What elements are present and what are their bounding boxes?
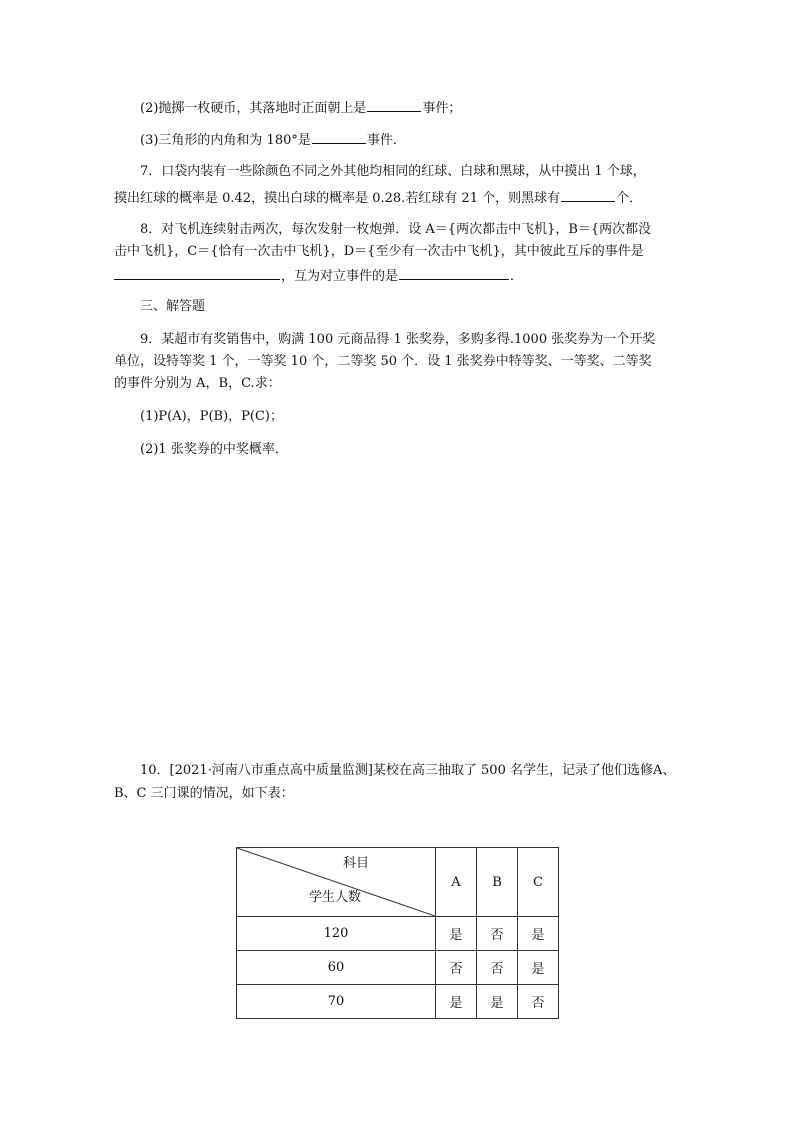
q8-line2: 击中飞机}，C＝{恰有一次击中飞机}，D＝{至少有一次击中飞机}，其中彼此互斥的事件是 xyxy=(114,244,644,259)
q7-line2-suffix: 个． xyxy=(616,191,643,206)
cell-c: 否 xyxy=(518,985,559,1019)
table-row xyxy=(237,917,559,951)
row-count: 70 xyxy=(237,985,436,1019)
q8-line3 xyxy=(114,265,523,286)
col-header-a: A xyxy=(436,848,477,917)
q6-part2 xyxy=(140,97,461,118)
q9-part2: (2)1 张奖券的中奖概率． xyxy=(140,442,288,457)
answer-blank[interactable] xyxy=(561,187,615,202)
cell-b: 是 xyxy=(477,985,518,1019)
q6-part3-text: (3)三角形的内角和为 180°是 xyxy=(140,133,311,148)
q6-part3 xyxy=(140,129,406,150)
q9-line1: 9．某超市有奖销售中，购满 100 元商品得 1 张奖券，多购多得.1000 张奖券为一个开奖 xyxy=(140,332,656,347)
q8-line3-text: ，互为对立事件的是 xyxy=(281,269,399,284)
row-count: 60 xyxy=(237,951,436,985)
answer-blank[interactable] xyxy=(399,265,509,280)
diagonal-header-cell xyxy=(237,848,436,917)
q10-line1: 10．[2021·河南八市重点高中质量监测]某校在高三抽取了 500 名学生，记录了他们选修A、 xyxy=(140,763,676,778)
cell-b: 否 xyxy=(477,917,518,951)
q7-line2-text: 摸出红球的概率是 0.42，摸出白球的概率是 0.28.若红球有 21 个，则黑球有 xyxy=(114,191,561,206)
cell-a: 是 xyxy=(436,917,477,951)
table-row xyxy=(237,951,559,985)
course-table xyxy=(236,847,559,1019)
cell-a: 是 xyxy=(436,985,477,1019)
answer-blank[interactable] xyxy=(312,129,366,144)
q9-line2: 单位，设特等奖 1 个，一等奖 10 个，二等奖 50 个．设 1 张奖券中特等奖、一等奖、二等奖 xyxy=(114,354,652,369)
q6-part3-suffix: 事件． xyxy=(366,133,406,148)
q8-line3-suffix: ． xyxy=(510,269,524,284)
answer-blank[interactable] xyxy=(367,97,421,112)
q9-line3: 的事件分别为 A，B，C.求： xyxy=(114,376,281,391)
col-header-c: C xyxy=(518,848,559,917)
table-row xyxy=(237,985,559,1019)
cell-b: 否 xyxy=(477,951,518,985)
header-subject: 科目 xyxy=(343,856,370,871)
q10-line2: B、C 三门课的情况，如下表： xyxy=(114,786,294,801)
cell-c: 是 xyxy=(518,917,559,951)
q7-line2 xyxy=(114,187,642,208)
q9-part1: (1)P(A)，P(B)，P(C)； xyxy=(140,409,283,424)
answer-blank[interactable] xyxy=(114,265,280,280)
col-header-b: B xyxy=(477,848,518,917)
section-heading: 三、解答题 xyxy=(140,299,206,314)
q6-part2-text: (2)抛掷一枚硬币，其落地时正面朝上是 xyxy=(140,101,367,116)
q7-line1: 7．口袋内装有一些除颜色不同之外其他均相同的红球、白球和黑球，从中摸出 1 个球， xyxy=(140,164,646,179)
cell-a: 否 xyxy=(436,951,477,985)
cell-c: 是 xyxy=(518,951,559,985)
row-count: 120 xyxy=(237,917,436,951)
q8-line1: 8．对飞机连续射击两次，每次发射一枚炮弹．设 A＝{两次都击中飞机}，B＝{两次都没 xyxy=(140,222,652,237)
header-count: 学生人数 xyxy=(309,890,362,905)
table-header-row xyxy=(237,848,559,917)
diagonal-line xyxy=(237,848,435,916)
q6-part2-suffix: 事件； xyxy=(422,101,462,116)
